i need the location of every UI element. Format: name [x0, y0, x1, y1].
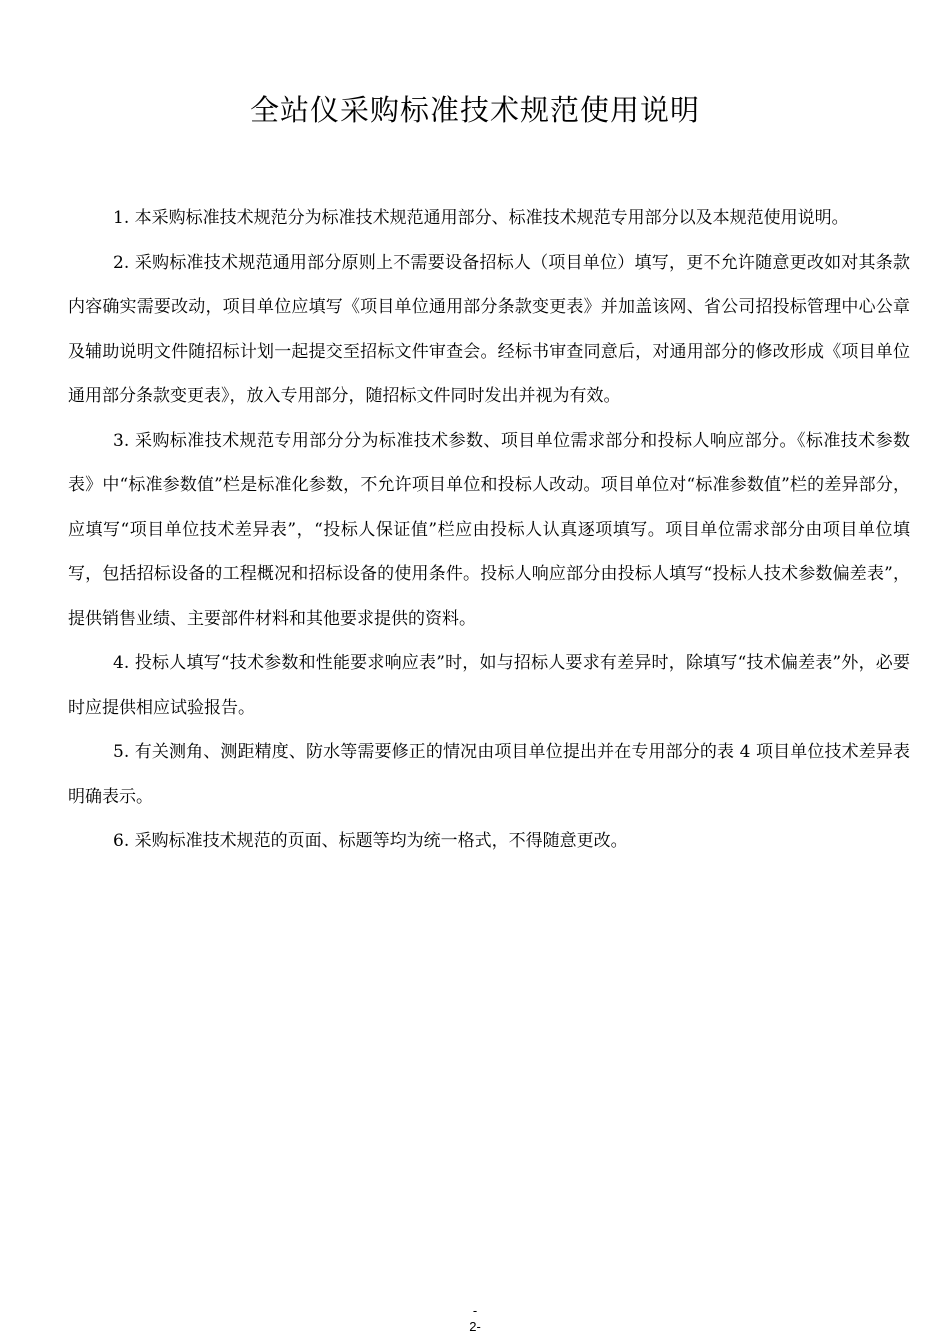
page-number-prefix: - [472, 1303, 478, 1318]
paragraph-5: 5. 有关测角、测距精度、防水等需要修正的情况由项目单位提出并在专用部分的表 4 项目单位技术差异表明确表示。 [68, 742, 910, 807]
page-footer [0, 1303, 950, 1335]
paragraph-6: 6. 采购标准技术规范的页面、标题等均为统一格式，不得随意更改。 [113, 831, 628, 851]
page-number: 2- [469, 1319, 481, 1334]
paragraph-4: 4. 投标人填写“技术参数和性能要求响应表”时，如与招标人要求有差异时，除填写“技术偏差表”外，必要时应提供相应试验报告。 [68, 653, 910, 718]
paragraph-3: 3. 采购标准技术规范专用部分分为标准技术参数、项目单位需求部分和投标人响应部分。《标准技术参数表》中“标准参数值”栏是标准化参数，不允许项目单位和投标人改动。项目单位对“标准参数值”栏的差异部分，应填写“项目单位技术差异表”，“投标人保证值”栏应由投标人认真逐项填写。项目单位需求部分由项目单位填写，包括招标设备的工程概况和招标设备的使用条件。投标人响应部分由投标人填写“投标人技术参数偏差表”，提供销售业绩、主要部件材料和其他要求提供的资料。 [68, 430, 910, 629]
document-title: 全站仪采购标准技术规范使用说明 [249, 93, 700, 127]
paragraph-1: 1. 本采购标准技术规范分为标准技术规范通用部分、标准技术规范专用部分以及本规范使用说明。 [113, 208, 849, 228]
paragraph-2: 2. 采购标准技术规范通用部分原则上不需要设备招标人（项目单位）填写，更不允许随意更改如对其条款内容确实需要改动，项目单位应填写《项目单位通用部分条款变更表》并加盖该网、省公司招投标管理中心公章及辅助说明文件随招标计划一起提交至招标文件审查会。经标书审查同意后，对通用部分的修改形成《项目单位通用部分条款变更表》，放入专用部分，随招标文件同时发出并视为有效。 [68, 252, 910, 406]
document-body [68, 196, 910, 864]
